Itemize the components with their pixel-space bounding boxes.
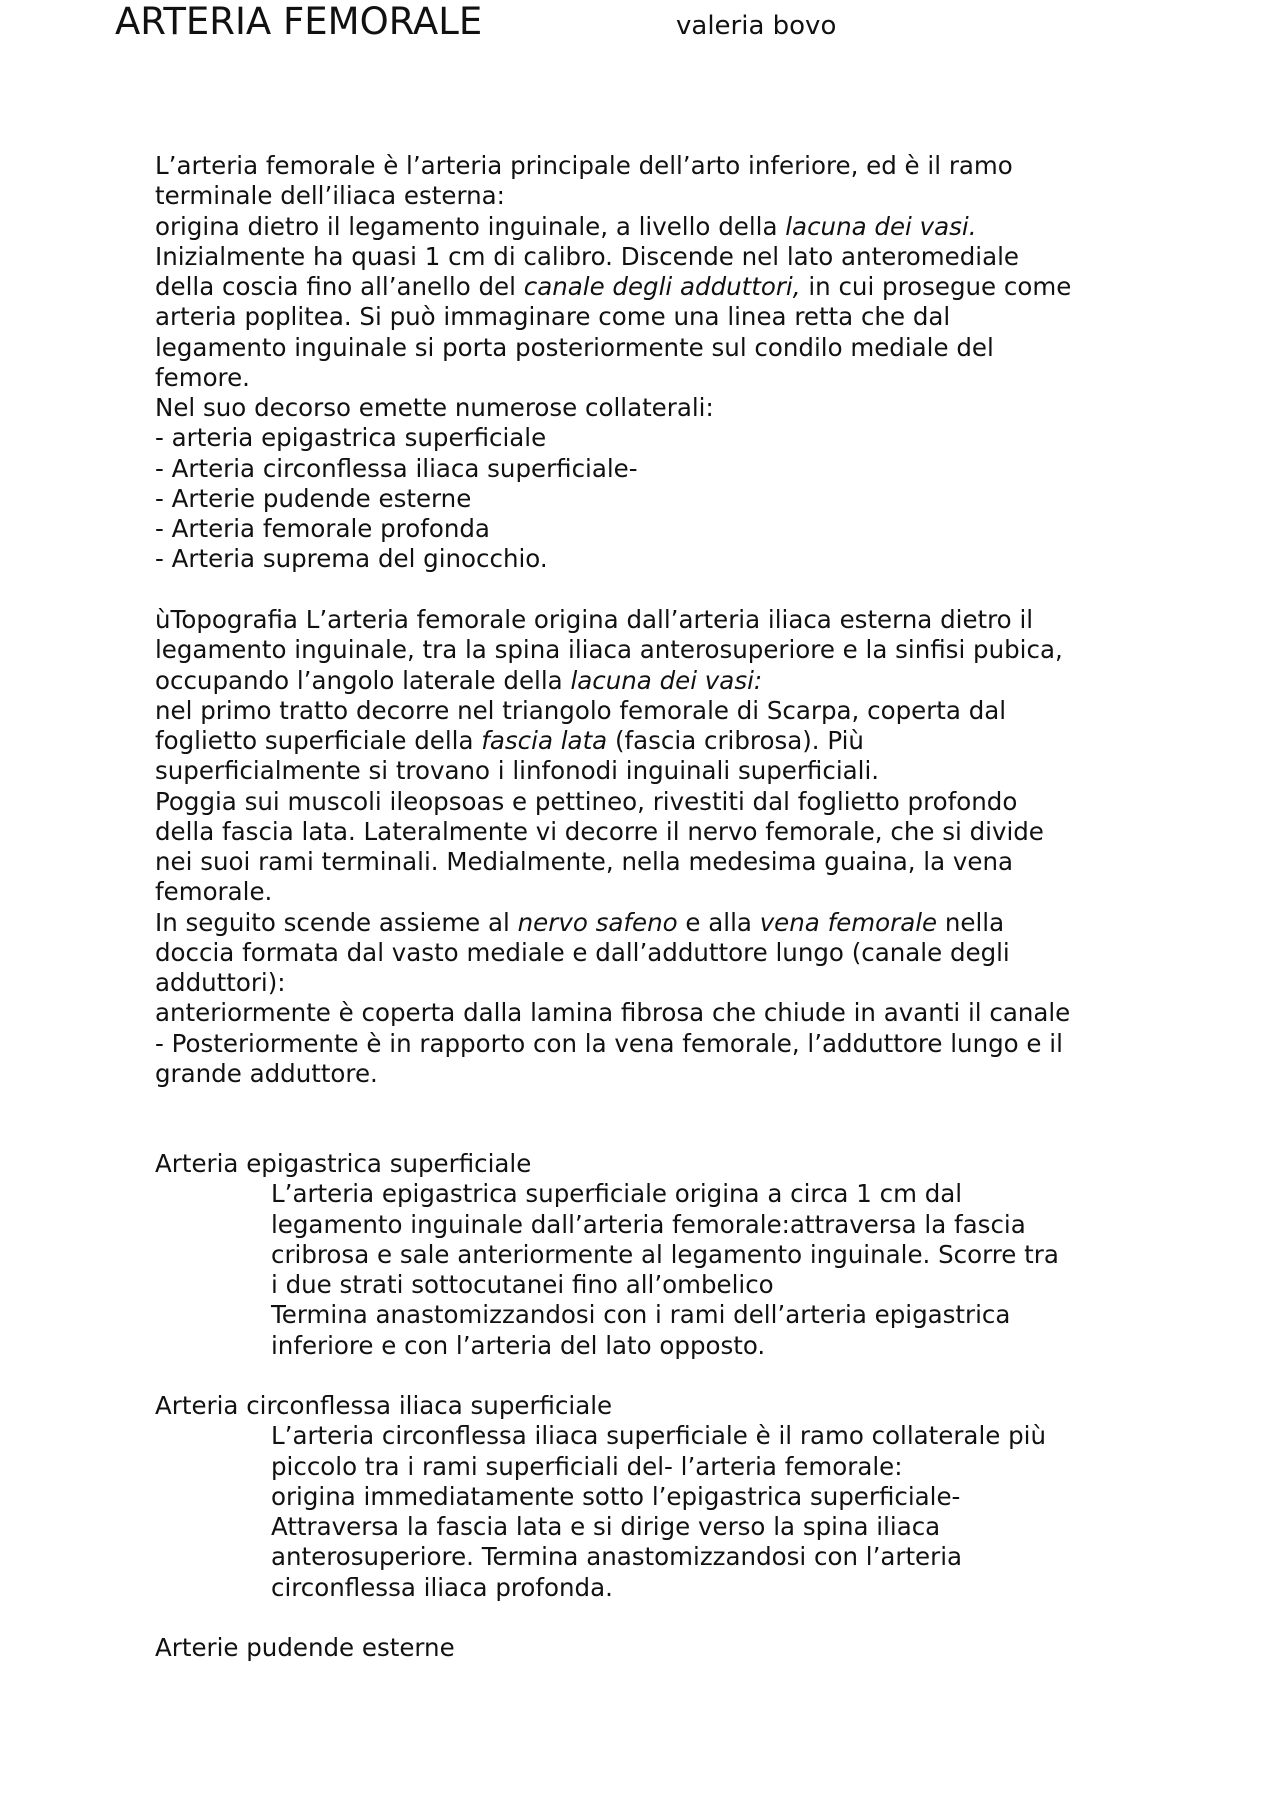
epigastrica-line: Termina anastomizzandosi con i rami dell’arteria epigastrica: [271, 1300, 1011, 1330]
topografia-line: [155, 666, 1155, 696]
topografia-italic-term: nervo safeno: [517, 907, 678, 937]
topografia-text: occupando l’angolo laterale della: [155, 665, 571, 695]
topografia-line: anteriormente è coperta dalla lamina fibrosa che chiude in avanti il canale: [155, 998, 1071, 1028]
circonflessa-line: piccolo tra i rami superficiali del- l’arteria femorale:: [271, 1451, 903, 1481]
branch-list-item: - Arteria circonflessa iliaca superficiale-: [155, 453, 638, 483]
intro-line: femore.: [155, 362, 250, 392]
circonflessa-line: L’arteria circonflessa iliaca superficiale è il ramo collaterale più: [271, 1421, 1047, 1451]
intro-line: [155, 272, 1155, 302]
intro-line: Inizialmente ha quasi 1 cm di calibro. Discende nel lato anteromediale: [155, 241, 1019, 271]
circonflessa-line: Attraversa la fascia lata e si dirige verso la spina iliaca: [271, 1512, 941, 1541]
topografia-line: adduttori):: [155, 968, 286, 997]
circonflessa-paragraph: [155, 1421, 1155, 1603]
circonflessa-line: origina immediatamente sotto l’epigastrica superficiale-: [271, 1481, 961, 1511]
document-author: valeria bovo: [676, 11, 837, 41]
epigastrica-section: [155, 1149, 1155, 1361]
topografia-line: [155, 726, 1155, 756]
intro-italic-term: lacuna dei vasi.: [785, 211, 977, 241]
circonflessa-line: anterosuperiore. Termina anastomizzandosi con l’arteria: [271, 1542, 963, 1572]
intro-line: arteria poplitea. Si può immaginare come una linea retta che dal: [155, 302, 951, 332]
topografia-italic-term: vena femorale: [759, 907, 938, 937]
intro-text: della coscia fino all’anello del: [155, 272, 524, 301]
intro-line: legamento inguinale si porta posteriormente sul condilo mediale del: [155, 332, 994, 362]
topografia-line: superficialmente si trovano i linfonodi inguinali superficiali.: [155, 756, 880, 786]
branch-list-item: - arteria epigastrica superficiale: [155, 423, 547, 453]
branch-list-item: - Arterie pudende esterne: [155, 483, 472, 513]
topografia-text: (fascia cribrosa). Più: [607, 726, 864, 755]
topografia-line: grande adduttore.: [155, 1058, 378, 1088]
topografia-line: legamento inguinale, tra la spina iliaca anterosuperiore e la sinfisi pubica,: [155, 635, 1063, 665]
topografia-section: [155, 605, 1155, 1089]
topografia-line: ùTopografia L’arteria femorale origina dall’arteria iliaca esterna dietro il: [155, 605, 1034, 634]
topografia-line: [155, 908, 1155, 938]
topografia-italic-term: fascia lata: [481, 726, 608, 755]
epigastrica-line: i due strati sottocutanei fino all’ombelico: [271, 1270, 774, 1299]
topografia-text: In seguito scende assieme al: [155, 907, 518, 937]
circonflessa-line: circonflessa iliaca profonda.: [271, 1572, 613, 1602]
intro-line: Nel suo decorso emette numerose collaterali:: [155, 393, 714, 422]
intro-line: [155, 212, 1155, 242]
intro-italic-term: canale degli adduttori,: [523, 272, 801, 301]
epigastrica-line: L’arteria epigastrica superficiale origina a circa 1 cm dal: [271, 1179, 963, 1209]
topografia-italic-term: lacuna dei vasi:: [570, 665, 763, 695]
intro-section: [155, 151, 1155, 575]
intro-text: origina dietro il legamento inguinale, a livello della: [155, 211, 786, 241]
topografia-line: - Posteriormente è in rapporto con la vena femorale, l’adduttore lungo e il: [155, 1028, 1063, 1058]
pudende-section: [155, 1633, 1155, 1663]
section-heading-pudende: Arterie pudende esterne: [155, 1633, 455, 1662]
topografia-text: e alla: [677, 907, 760, 937]
topografia-text: nella: [937, 907, 1005, 937]
epigastrica-paragraph: [155, 1179, 1155, 1361]
intro-text: in cui prosegue come: [800, 272, 1072, 301]
topografia-line: nei suoi rami terminali. Medialmente, nella medesima guaina, la vena: [155, 847, 1014, 876]
topografia-line: nel primo tratto decorre nel triangolo femorale di Scarpa, coperta dal: [155, 695, 1007, 725]
epigastrica-line: legamento inguinale dall’arteria femorale:attraversa la fascia: [271, 1209, 1026, 1239]
topografia-line: doccia formata dal vasto mediale e dall’adduttore lungo (canale degli: [155, 937, 1010, 967]
section-heading-circonflessa: Arteria circonflessa iliaca superficiale: [155, 1391, 613, 1420]
topografia-line: della fascia lata. Lateralmente vi decorre il nervo femorale, che si divide: [155, 816, 1044, 846]
branch-list-item: - Arteria femorale profonda: [155, 514, 490, 543]
section-heading-epigastrica: Arteria epigastrica superficiale: [155, 1149, 532, 1178]
epigastrica-line: inferiore e con l’arteria del lato opposto.: [271, 1330, 766, 1360]
epigastrica-line: cribrosa e sale anteriormente al legamento inguinale. Scorre tra: [271, 1239, 1059, 1269]
intro-line: L’arteria femorale è l’arteria principale dell’arto inferiore, ed è il ramo: [155, 151, 1013, 180]
document-title: ARTERIA FEMORALE: [115, 0, 483, 43]
topografia-text: foglietto superficiale della: [155, 726, 482, 755]
circonflessa-section: [155, 1391, 1155, 1603]
intro-line: terminale dell’iliaca esterna:: [155, 181, 505, 211]
topografia-line: femorale.: [155, 877, 273, 907]
topografia-line: Poggia sui muscoli ileopsoas e pettineo, rivestiti dal foglietto profondo: [155, 786, 1018, 816]
branch-list-item: - Arteria suprema del ginocchio.: [155, 544, 548, 574]
